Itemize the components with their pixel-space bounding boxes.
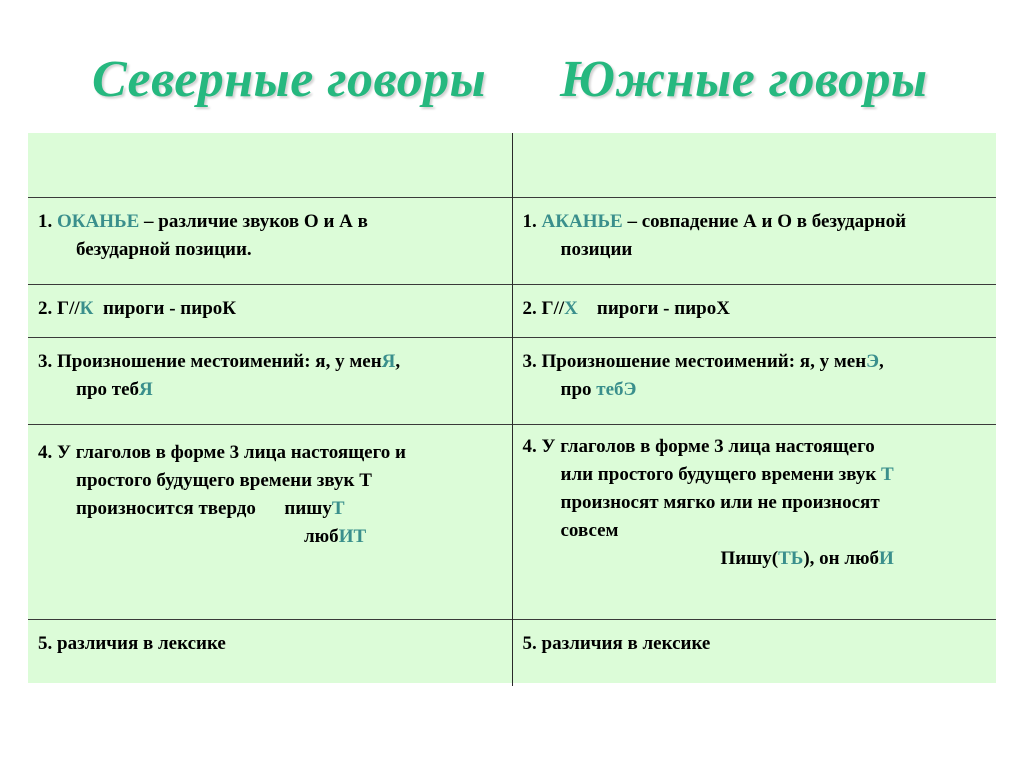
highlight-text: И <box>879 548 894 569</box>
cell-south-5 <box>512 620 996 687</box>
text: 5. различия в лексике <box>522 633 711 654</box>
title-southern-dialects: Южные говоры <box>560 51 928 108</box>
text: 3. Произношение местоимений: я, у мен <box>38 351 382 372</box>
table-row <box>28 198 996 285</box>
table-row <box>28 620 996 687</box>
text: – совпадение А и О в безударной <box>622 211 907 232</box>
highlight-text: тебЭ <box>596 379 637 400</box>
highlight-text: К <box>79 298 94 319</box>
text: 4. У глаголов в форме 3 лица настоящего и <box>38 442 406 463</box>
cell-north-2 <box>28 285 512 338</box>
highlight-text: Я <box>139 379 153 400</box>
text: люб <box>304 526 339 547</box>
cell-north-3 <box>28 338 512 425</box>
highlight-text: АКАНЬЕ <box>541 211 623 232</box>
text: , <box>879 351 884 372</box>
text: 3. Произношение местоимений: я, у мен <box>522 351 867 372</box>
cell-south-2 <box>512 285 996 338</box>
table-row <box>28 338 996 425</box>
text: позиции <box>560 239 633 260</box>
text: произносят мягко или не произносят <box>560 492 880 513</box>
text: 4. У глаголов в форме 3 лица настоящего <box>522 436 875 457</box>
text: или простого будущего времени звук <box>560 464 882 485</box>
text: про <box>560 379 597 400</box>
highlight-text: ОКАНЬЕ <box>57 211 140 232</box>
text: простого будущего времени звук Т <box>76 470 372 491</box>
text: 1. <box>522 211 542 232</box>
text: 2. Г// <box>522 298 565 319</box>
header-cell-north <box>28 133 512 198</box>
text: про теб <box>76 379 140 400</box>
cell-north-5 <box>28 620 512 687</box>
header-cell-south <box>512 133 996 198</box>
highlight-text: ИТ <box>338 526 367 547</box>
text: безударной позиции. <box>76 239 252 260</box>
cell-north-1 <box>28 198 512 285</box>
cell-south-3 <box>512 338 996 425</box>
highlight-text: ТЬ <box>778 548 804 569</box>
text: , <box>395 351 401 372</box>
highlight-text: Т <box>331 498 345 519</box>
highlight-text: Т <box>881 464 894 485</box>
text: пироги - пироК <box>93 298 237 319</box>
table-row <box>28 285 996 338</box>
cell-north-4 <box>28 425 512 620</box>
text: Пишу( <box>720 548 779 569</box>
table-row <box>28 425 996 620</box>
highlight-text: Я <box>381 351 396 372</box>
highlight-text: Э <box>866 351 880 372</box>
title-northern-dialects: Северные говоры <box>92 51 487 108</box>
comparison-table-grid <box>28 133 996 686</box>
text: ), он люб <box>803 548 880 569</box>
table-header-row <box>28 133 996 198</box>
text: произносится твердо пишу <box>76 498 332 519</box>
comparison-table <box>28 133 996 683</box>
cell-south-1 <box>512 198 996 285</box>
text: совсем <box>560 520 619 541</box>
cell-south-4 <box>512 425 996 620</box>
text: пироги - пироХ <box>577 298 730 319</box>
text: 5. различия в лексике <box>38 633 226 654</box>
text: 2. Г// <box>38 298 80 319</box>
highlight-text: Х <box>564 298 578 319</box>
text: – различие звуков О и А в <box>139 211 368 232</box>
text: 1. <box>38 211 57 232</box>
